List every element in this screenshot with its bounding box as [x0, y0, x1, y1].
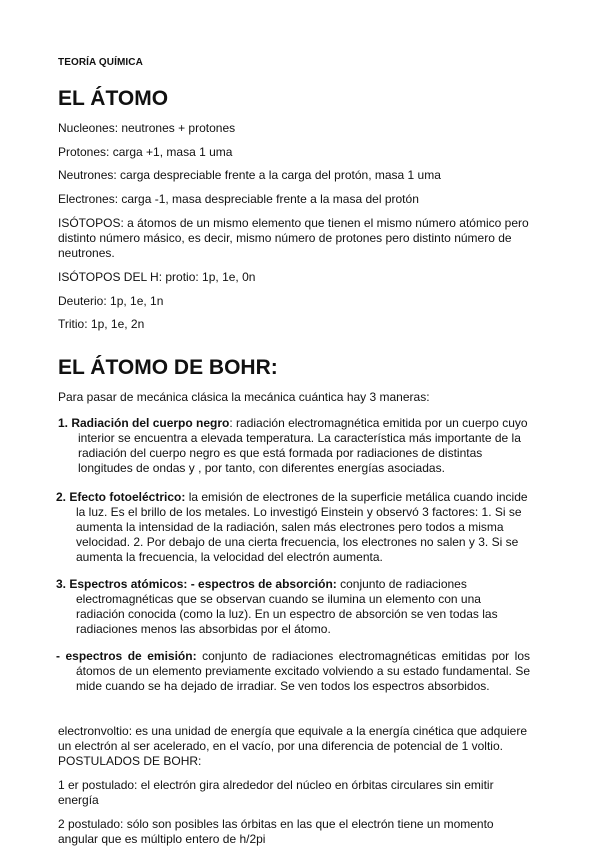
- item2-label: 2. Efecto fotoeléctrico:: [56, 490, 186, 504]
- nucleones-line: Nucleones: neutrones + protones: [58, 121, 236, 135]
- item3-label: 3. Espectros atómicos:: [56, 577, 188, 591]
- item3-sub-label: - espectros de absorción:: [187, 577, 337, 591]
- item-radiacion-cuerpo-negro: [58, 416, 532, 476]
- electronvoltio-paragraph: electronvoltio: es una unidad de energía que equivale a la energía cinética que adquiere un electrón al ser acelerado, en el vacío, por una diferencia de potencial de 1 voltio.: [58, 724, 528, 753]
- section-title-bohr: EL ÁTOMO DE BOHR:: [58, 356, 278, 379]
- postulado-2: 2 postulado: sólo son posibles las órbitas en las que el electrón tiene un momento angular que es múltiplo entero de h/2pi: [58, 817, 494, 846]
- isotopos-h-line: ISÓTOPOS DEL H: protio: 1p, 1e, 0n: [58, 270, 256, 284]
- document-kicker: TEORÍA QUÍMICA: [58, 57, 143, 68]
- postulados-title: POSTULADOS DE BOHR:: [58, 754, 202, 768]
- item-espectros-emision: [56, 649, 530, 694]
- isotopos-paragraph: ISÓTOPOS: a átomos de un mismo elemento que tienen el mismo número atómico pero distinto número másico, es decir, mismo número de protones pero distinto número de neutrones.: [58, 216, 529, 260]
- item3-text: conjunto de radiaciones electromagnéticas que se observan cuando se ilumina un elemento con una radiación conocida (como la luz). En un espectro de absorción se ven todas las radiaciones menos las absorbidas por el átomo.: [76, 577, 498, 636]
- section-title-atomo: EL ÁTOMO: [58, 87, 169, 110]
- item-espectros-atomicos: [56, 577, 530, 637]
- protones-line: Protones: carga +1, masa 1 uma: [58, 145, 233, 159]
- tritio-line: Tritio: 1p, 1e, 2n: [58, 317, 145, 331]
- item2-text: la emisión de electrones de la superficie metálica cuando incide la luz. Es el brillo de los metales. Lo investigó Einstein y observó 3 factores: 1. Si se aumenta la intensidad de la radiación, salen más electrones pero todos a misma velocidad. 2. Por debajo de una cierta frecuencia, los electrones no salen y 3. Si se aumenta la frecuencia, la velocidad del electrón aumenta.: [76, 490, 528, 564]
- item1-label: 1. Radiación del cuerpo negro: [58, 416, 230, 430]
- item-efecto-fotoelectrico: [56, 490, 530, 565]
- item1-text: : radiación electromagnética emitida por un cuerpo cuyo interior se encuentra a elevada temperatura. La característica más importante de la radiación del cuerpo negro es que está formada por radiaciones de distintas longitudes de ondas y , por tanto, con diferentes energías asociadas.: [78, 416, 528, 475]
- item4-text: conjunto de radiaciones electromagnéticas emitidas por los átomos de un elemento previamente excitado volviendo a su estado fundamental. Se mide cuando se ha dejado de irradiar. Se ven todos los espectros absorbidos.: [76, 649, 530, 693]
- neutrones-line: Neutrones: carga despreciable frente a la carga del protón, masa 1 uma: [58, 168, 441, 182]
- deuterio-line: Deuterio: 1p, 1e, 1n: [58, 294, 164, 308]
- bohr-intro: Para pasar de mecánica clásica la mecánica cuántica hay 3 maneras:: [58, 390, 430, 404]
- item4-label: - espectros de emisión:: [56, 649, 197, 663]
- electrones-line: Electrones: carga -1, masa despreciable frente a la masa del protón: [58, 192, 419, 206]
- postulado-1: 1 er postulado: el electrón gira alrededor del núcleo en órbitas circulares sin emitir energía: [58, 778, 494, 807]
